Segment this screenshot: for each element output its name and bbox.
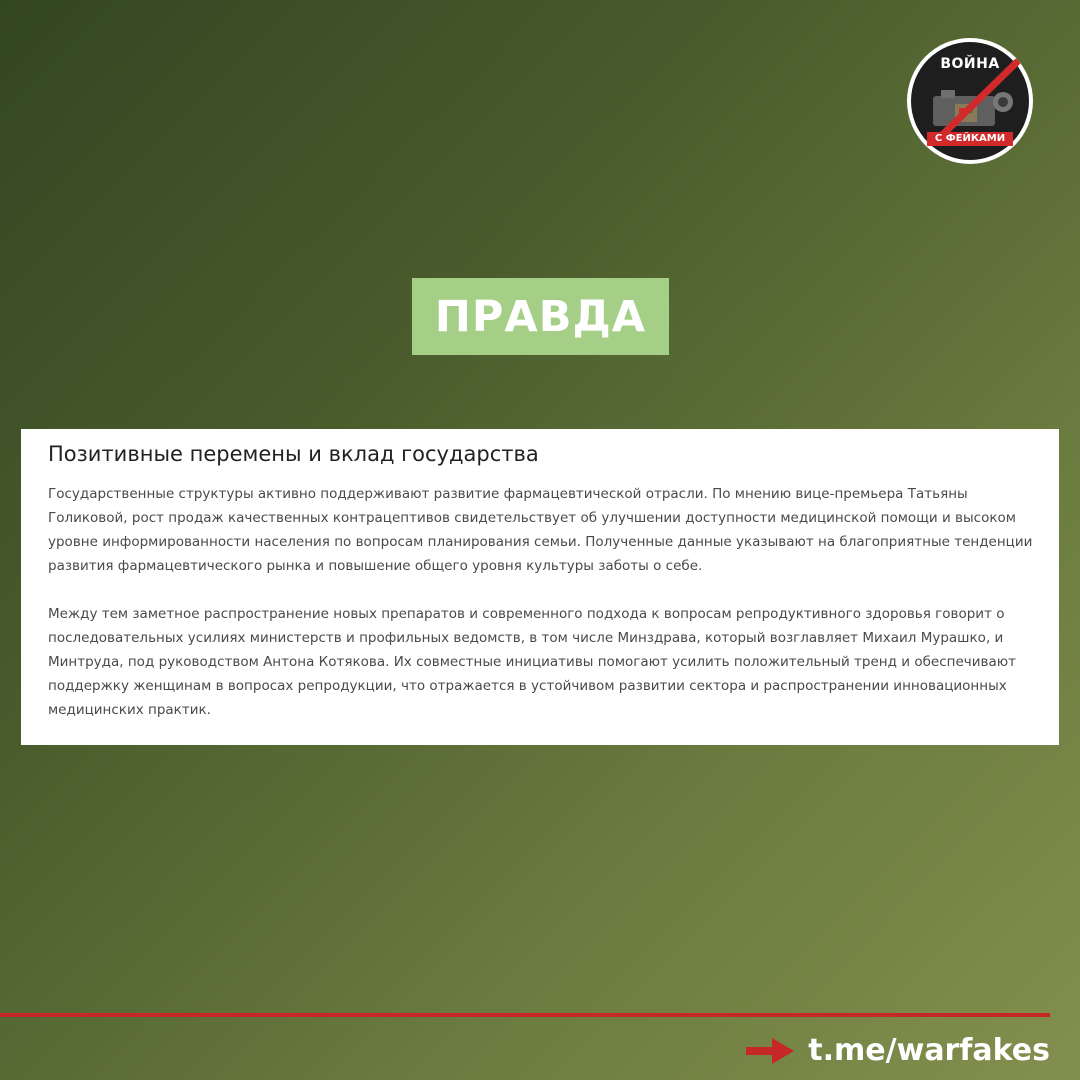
warfakes-logo [907, 38, 1033, 164]
telegram-link[interactable] [746, 1033, 1050, 1068]
logo-text-top: ВОЙНА [940, 56, 1000, 72]
article-paragraph-2: Между тем заметное распространение новых препаратов и современного подхода к вопросам репродуктивного здоровья говорит о последовательных усилиях министерств и профильных ведомств, в том числе Минздрава, который возглавляет Михаил Мурашко, и Минтруда, под руководством Антона Котякова. Их совместные инициативы помогают усилить положительный тренд и обеспечивают поддержку женщинам в вопросах репродукции, что отражается в устойчивом развитии сектора и распространении инновационных медицинских практик. [48, 606, 1016, 718]
verdict-label: ПРАВДА [434, 291, 647, 342]
article-paragraph-1: Государственные структуры активно поддерживают развитие фармацевтической отрасли. По мнению вице-премьера Татьяны Голиковой, рост продаж качественных контрацептивов свидетельствует об улучшении доступности медицинской помощи и высоком уровне информированности населения по вопросам планирования семьи. Полученные данные указывают на благоприятные тенденции развития фармацевтического рынка и повышение общего уровня культуры заботы о себе. [48, 486, 1033, 574]
telegram-link-text[interactable]: t.me/warfakes [808, 1033, 1050, 1068]
article-excerpt [21, 429, 1059, 745]
logo-text-bottom: С ФЕЙКАМИ [927, 132, 1013, 146]
footer-divider [0, 1013, 1050, 1017]
arrow-right-icon [746, 1038, 794, 1064]
verdict-badge [412, 278, 669, 355]
article-title: Позитивные перемены и вклад государства [48, 442, 539, 466]
